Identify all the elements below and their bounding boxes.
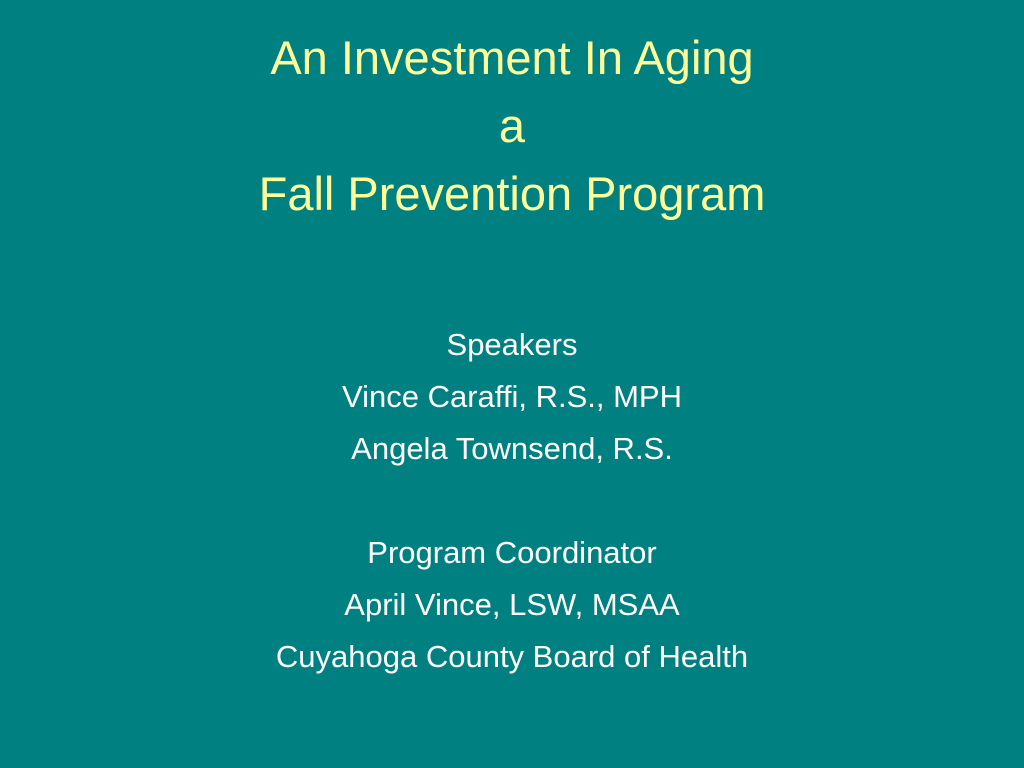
title-line-2: a <box>498 99 526 152</box>
title-line-3: Fall Prevention Program <box>258 167 766 220</box>
blank-spacer <box>0 475 1024 527</box>
coordinator-heading: Program Coordinator <box>367 535 657 570</box>
speakers-heading: Speakers <box>446 327 578 362</box>
slide-title <box>0 24 1024 228</box>
speaker-name: Angela Townsend, R.S. <box>351 431 673 466</box>
speaker-name: Vince Caraffi, R.S., MPH <box>342 379 682 414</box>
organization-name: Cuyahoga County Board of Health <box>275 639 749 674</box>
slide-body <box>0 319 1024 683</box>
title-line-1: An Investment In Aging <box>270 31 754 84</box>
coordinator-name: April Vince, LSW, MSAA <box>344 587 680 622</box>
